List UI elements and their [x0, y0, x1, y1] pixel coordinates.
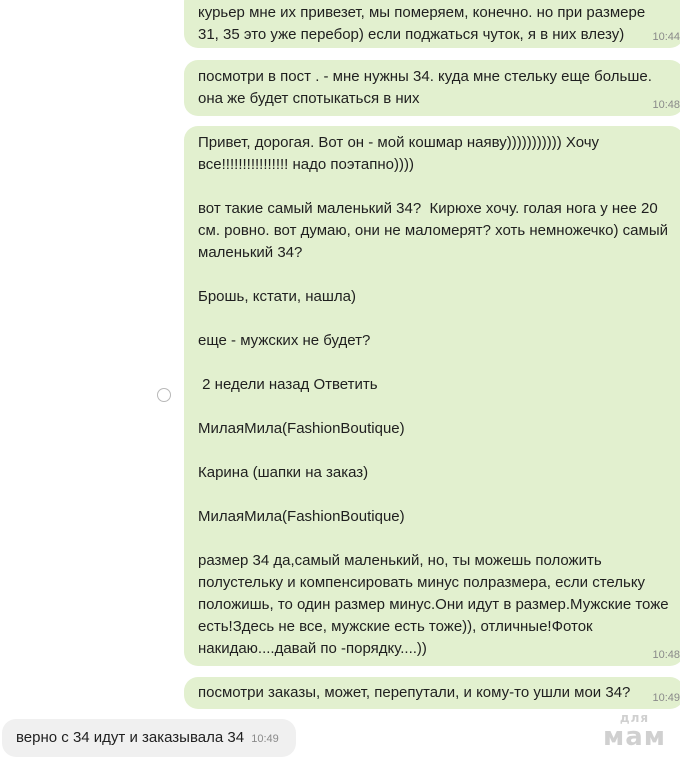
message-time: 10:49	[251, 733, 279, 745]
message-time: 10:44	[652, 31, 680, 43]
message-time: 10:49	[652, 692, 680, 704]
message-incoming[interactable]	[2, 719, 296, 757]
message-outgoing[interactable]	[184, 60, 680, 116]
message-time: 10:48	[652, 99, 680, 111]
message-outgoing[interactable]	[184, 677, 680, 709]
message-text: курьер мне их привезет, мы померяем, конечно. но при размере 31, 35 это уже перебор) если поджаться чуток, я в них влезу)	[198, 4, 650, 43]
message-select-checkbox[interactable]	[157, 388, 171, 402]
watermark-top: для	[619, 711, 650, 725]
watermark-logo	[603, 712, 666, 750]
message-outgoing[interactable]	[184, 126, 680, 666]
message-text: верно с 34 идут и заказывала 34	[16, 729, 245, 746]
message-text: посмотри в пост . - мне нужны 34. куда мне стельку еще больше. она же будет спотыкаться в них	[198, 68, 657, 107]
message-time: 10:48	[652, 649, 680, 661]
message-outgoing[interactable]	[184, 0, 680, 48]
message-text: посмотри заказы, может, перепутали, и кому-то ушли мои 34?	[198, 684, 631, 701]
watermark-bottom: мам	[602, 722, 666, 752]
message-text: Привет, дорогая. Вот он - мой кошмар наяву))))))))))) Хочу все!!!!!!!!!!!!!!!! надо поэтапно)))) вот такие самый маленький 34? Кирюхе хочу. голая нога у нее 20 см. ровно. вот думаю, они не маломерят? хоть немножечко) самый маленький 34? Брошь, кстати, нашла) еще - мужских не будет? 2 недели назад Ответить МилаяМила(FashionBoutique) Карина (шапки на заказ) МилаяМила(FashionBoutique) размер 34 да,самый маленький, но, ты можешь положить полустельку и компенсировать минус полразмера, если стельку положишь, то один размер минус.Они идут в размер.Мужские тоже есть!Здесь не все, мужские есть тоже)), отличные!Фоток накидаю....давай по -порядку....))	[198, 134, 669, 657]
